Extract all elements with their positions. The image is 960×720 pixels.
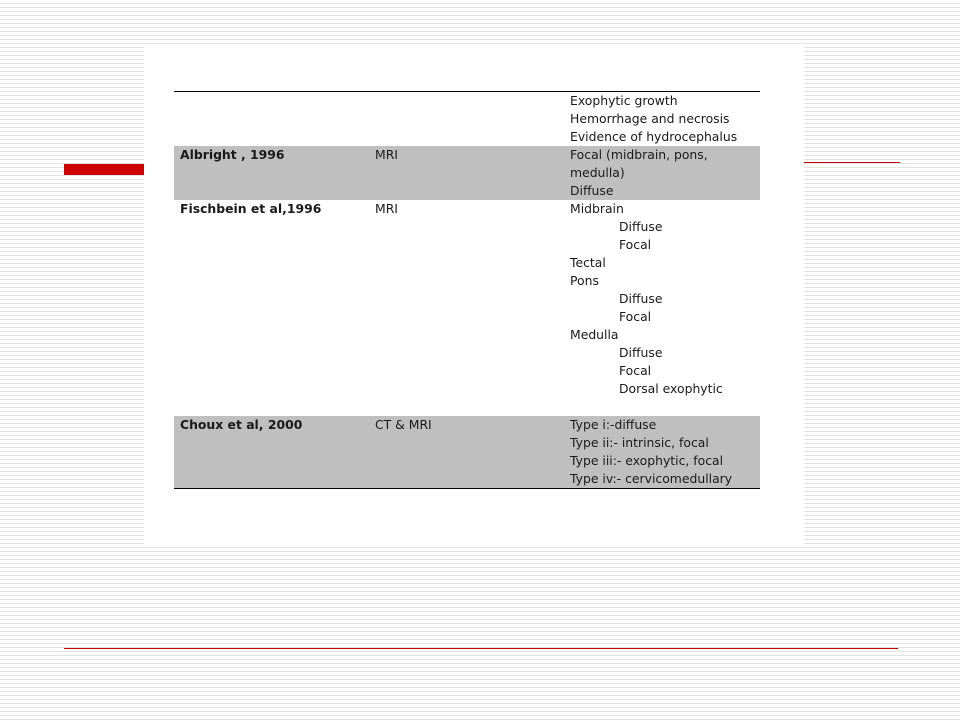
decorative-red-line-top	[800, 162, 900, 163]
finding-item: Focal	[619, 237, 652, 252]
finding-item: Diffuse	[619, 345, 663, 360]
finding-item: Dorsal exophytic	[619, 381, 723, 396]
finding-item: Diffuse	[570, 183, 614, 198]
finding-item: Focal	[619, 363, 652, 378]
table-row	[174, 92, 760, 147]
findings-cell	[564, 200, 760, 416]
finding-item: Type iv:- cervicomedullary	[570, 471, 733, 486]
findings-cell	[564, 146, 760, 200]
finding-item: Focal (midbrain, pons, medulla)	[570, 147, 708, 180]
finding-item	[570, 398, 754, 416]
method-cell: MRI	[369, 146, 564, 200]
author-cell	[174, 92, 369, 147]
finding-item: Pons	[570, 273, 599, 288]
table-body	[174, 92, 760, 489]
finding-item: Type iii:- exophytic, focal	[570, 453, 724, 468]
finding-item: Exophytic growth	[570, 93, 678, 108]
author-cell: Albright , 1996	[174, 146, 369, 200]
finding-item: Tectal	[570, 255, 606, 270]
classification-table	[174, 91, 760, 489]
table-row	[174, 416, 760, 489]
method-cell: CT & MRI	[369, 416, 564, 489]
findings-cell	[564, 416, 760, 489]
method-cell: MRI	[375, 201, 398, 216]
decorative-red-line-bottom	[64, 648, 898, 649]
finding-item: Diffuse	[619, 291, 663, 306]
decorative-red-bar	[64, 164, 144, 175]
finding-item: Midbrain	[570, 201, 624, 216]
table-row	[174, 200, 760, 416]
author-cell: Choux et al, 2000	[174, 416, 369, 489]
method-cell	[369, 92, 564, 147]
finding-item: Hemorrhage and necrosis	[570, 111, 730, 126]
finding-item: Evidence of hydrocephalus	[570, 129, 738, 144]
finding-item: Type i:-diffuse	[570, 417, 657, 432]
finding-item: Diffuse	[619, 219, 663, 234]
finding-item: Type ii:- intrinsic, focal	[570, 435, 709, 450]
findings-cell	[564, 92, 760, 147]
finding-item: Medulla	[570, 327, 619, 342]
author-cell: Fischbein et al,1996	[180, 201, 322, 216]
finding-item: Focal	[619, 309, 652, 324]
table-row	[174, 146, 760, 200]
slide-content-panel	[144, 46, 804, 546]
